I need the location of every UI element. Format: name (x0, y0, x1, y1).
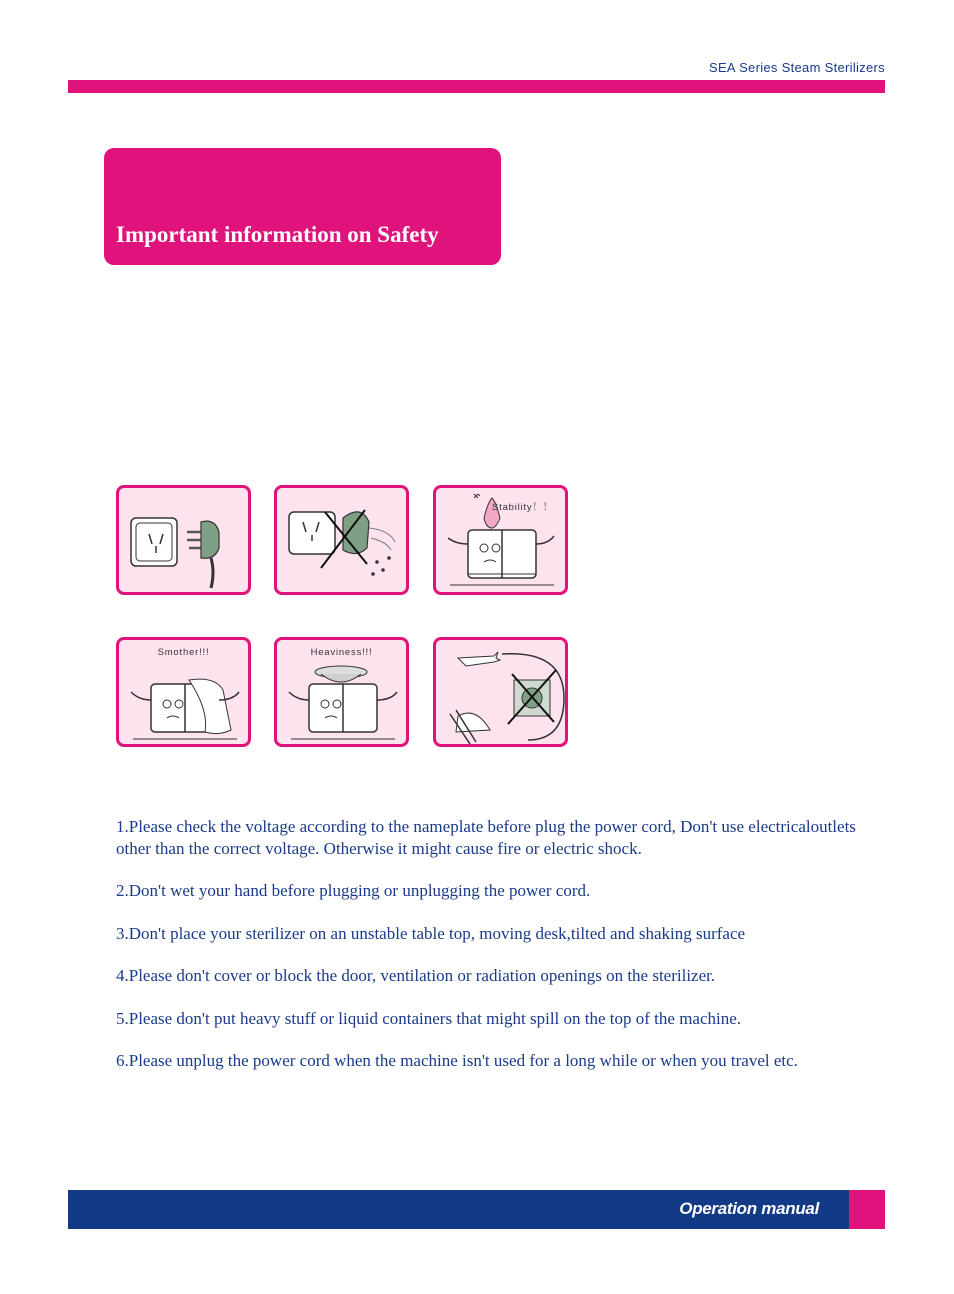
instruction-item: 1.Please check the voltage according to the nameplate before plug the power cord, Don't use electricaloutlets other than the correct voltage. Otherwise it might cause fire or electric shock. (116, 817, 856, 858)
illustration-heaviness (274, 637, 409, 747)
instruction-item: 5.Please don't put heavy stuff or liquid containers that might spill on the top of the machine. (116, 1008, 742, 1028)
wet-hand-prohibited-icon (277, 488, 406, 592)
section-title: Important information on Safety (116, 222, 439, 247)
footer-label: Operation manual (679, 1199, 819, 1218)
footer-bar (68, 1190, 849, 1229)
illustration-travel (433, 637, 568, 747)
instruction-item: 2.Don't wet your hand before plugging or unplugging the power cord. (116, 881, 591, 900)
illustration-caption-heaviness: Heaviness!!! (310, 647, 373, 658)
illustration-caption-smother: Smother!!! (157, 647, 210, 658)
footer-accent-block (849, 1190, 885, 1229)
illustration-wet-hand (274, 485, 409, 595)
instruction-item: 3.Don't place your sterilizer on an unstable table top, moving desk,tilted and shaking surface (116, 923, 746, 943)
illustration-caption-stability: Stability！！ (492, 502, 554, 513)
plug-socket-icon (119, 488, 248, 592)
illustration-stability (433, 485, 568, 595)
header-accent-bar (68, 80, 885, 93)
instruction-item: 4.Please don't cover or block the door, ventilation or radiation openings on the sterilizer. (116, 966, 716, 985)
illustration-smother (116, 637, 251, 747)
header-series-title: SEA Series Steam Sterilizers (708, 60, 885, 75)
instruction-item: 6.Please unplug the power cord when the machine isn't used for a long while or when you travel etc. (116, 1051, 798, 1070)
section-title-box (104, 148, 501, 265)
illustration-plug (116, 485, 251, 595)
safety-instructions (116, 816, 856, 1093)
unplug-when-travel-icon (436, 640, 565, 744)
